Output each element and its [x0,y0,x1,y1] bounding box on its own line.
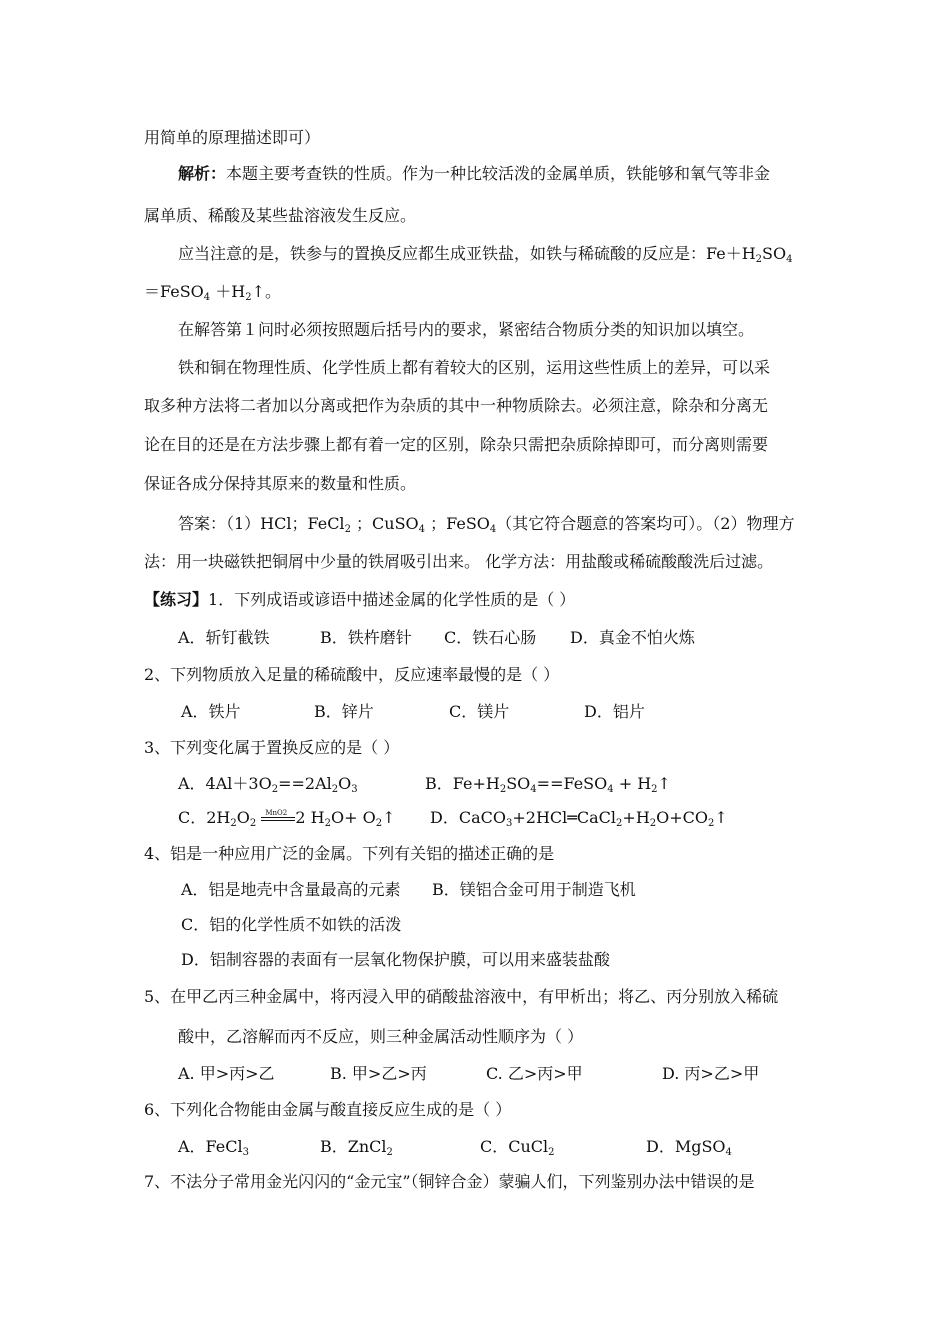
sub-inline: 3 [351,784,358,795]
q1-option-c: C．铁石心肠 [444,628,537,647]
q1-option-b: B．铁杵磨针 [320,628,412,647]
text: 2 H [295,808,325,827]
text: B．Fe+H [425,774,500,793]
catalyst-equals-sign [261,808,295,826]
sub: 2 [616,818,623,829]
sub: 2 [755,254,763,265]
text: 应当注意的是，铁参与的置换反应都生成亚铁盐，如铁与稀硫酸的反应是：Fe＋H [178,244,756,263]
text: ==FeSO [536,774,608,793]
q5-option-b: B. 甲>乙>丙 [330,1064,427,1083]
text: A．4Al＋3O [178,774,272,793]
sub: 4 [607,784,614,795]
practice-label: 【练习】 [144,590,209,609]
text: D．MgSO [646,1137,726,1156]
text: O+ O [330,808,376,827]
text: SO [506,774,531,793]
q1-stem [144,590,575,610]
sub: 3 [505,818,513,829]
text: ↑。 [251,282,281,301]
q2-option-a: A．铁片 [181,702,241,721]
sub: 4 [786,254,793,265]
q4-stem: 4、铝是一种应用广泛的金属。下列有关铝的描述正确的是 [144,844,555,863]
sub: 2 [230,818,237,829]
analysis-p1-line2: 属单质、稀酸及某些盐溶液发生反应。 [144,206,417,225]
analysis-p4-line1: 铁和铜在物理性质、化学性质上都有着较大的区别，运用这些性质上的差异，可以采 [178,358,771,377]
text: +2HCl═CaCl [512,808,617,827]
analysis-p4-line4: 保证各成分保持其原来的数量和性质。 [144,474,417,493]
text: O [338,774,352,793]
text: ==2Al [278,774,332,793]
q1-option-a: A．斩钉截铁 [178,628,270,647]
q7-stem: 7、不法分子常用金光闪闪的“金元宝”（铜锌合金）蒙骗人们，下列鉴别办法中错误的是 [144,1172,755,1191]
text: C．2H [178,808,231,827]
analysis-p1-line1 [178,164,770,184]
q6-option-b [320,1137,393,1157]
q6-option-d [646,1137,732,1157]
sub: 2 [331,784,339,795]
sub: 2 [245,292,252,303]
arrow: ↑ [382,808,396,827]
text: ；FeSO [425,514,490,533]
q5-stem-line1: 5、在甲乙丙三种金属中，将丙浸入甲的硝酸盐溶液中，有甲析出；将乙、丙分别放入稀硫 [144,987,779,1006]
sub: 2 [249,818,257,829]
q6-option-c [480,1137,555,1157]
arrow: ↑ [657,774,671,793]
q5-stem-line2: 酸中，乙溶解而丙不反应，则三种金属活动性顺序为（ ） [178,1027,584,1046]
answer-line2: 法：用一块磁铁把铜屑中少量的铁屑吸引出来。 化学方法：用盐酸或稀硫酸酸洗后过滤。 [144,552,774,571]
text: C．CuCl [480,1137,549,1156]
q4-option-b: B．镁铝合金可用于制造飞机 [432,880,636,899]
text: ；CuSO [350,514,419,533]
text: A．FeCl [178,1137,243,1156]
sub: 2 [324,818,331,829]
q3-stem: 3、下列变化属于置换反应的是（ ） [144,738,400,757]
sub: 4 [489,524,497,535]
q3-option-d [430,808,728,828]
sub: 4 [418,524,426,535]
sub: 2 [548,1147,555,1158]
text: 1．下列成语或谚语中描述金属的化学性质的是（ ） [208,590,576,609]
analysis-p3: 在解答第１问时必须按照题后括号内的要求，紧密结合物质分类的知识加以填空。 [178,320,755,339]
arrow: ↑ [714,808,728,827]
analysis-p2-line1 [178,244,792,264]
analysis-label: 解析： [178,164,227,183]
sub: 2 [708,818,715,829]
text: （其它符合题意的答案均可）。（2）物理方 [496,514,795,533]
text: D．CaCO [430,808,506,827]
text: O+CO [656,808,709,827]
text: +H [622,808,650,827]
q2-option-d: D．铝片 [584,702,645,721]
sub: 2 [344,524,351,535]
sub: 2 [651,784,658,795]
q4-option-a: A．铝是地壳中含量最高的元素 [181,880,401,899]
q3-option-a [178,774,358,800]
text: B．ZnCl [320,1137,387,1156]
text: + H [613,774,652,793]
analysis-p4-line2: 取多种方法将二者加以分离或把作为杂质的其中一种物质除去。必须注意，除杂和分离无 [144,396,769,415]
q2-option-c: C．镁片 [449,702,510,721]
q2-stem: 2、下列物质放入足量的稀硫酸中，反应速率最慢的是（ ） [144,665,560,684]
analysis-text: 本题主要考查铁的性质。作为一种比较活泼的金属单质，铁能够和氧气等非金 [226,164,771,183]
answer-line1 [178,514,794,534]
sub: 2 [271,784,279,795]
q3-option-b [425,774,671,794]
q6-stem: 6、下列化合物能由金属与酸直接反应生成的是（ ） [144,1100,512,1119]
sub: 4 [725,1147,732,1158]
sub: 2 [386,1147,393,1158]
top-line: 用简单的原理描述即可） [144,128,321,147]
text: ＋H [210,282,246,301]
q2-option-b: B．锌片 [314,702,374,721]
q4-option-c: C．铝的化学性质不如铁的活泼 [181,915,402,934]
sub: 2 [499,784,507,795]
analysis-p4-line3: 论在目的还是在方法步骤上都有着一定的区别，除杂只需把杂质除掉即可，而分离则需要 [144,435,769,454]
sub: 4 [530,784,537,795]
analysis-p2-line2 [144,282,281,302]
sub: 4 [203,292,211,303]
text: ＝FeSO [144,282,204,301]
q5-option-c: C. 乙>丙>甲 [486,1064,583,1083]
sub: 2 [649,818,657,829]
text: O [236,808,250,827]
q5-option-a: A. 甲>丙>乙 [178,1064,275,1083]
q3-option-c [178,808,395,828]
q5-option-d: D. 丙>乙>甲 [662,1064,760,1083]
q6-option-a [178,1137,249,1157]
q4-option-d: D．铝制容器的表面有一层氧化物保护膜，可以用来盛装盐酸 [181,950,610,969]
text: 答案：（1）HCl；FeCl [178,514,345,533]
sub: 3 [242,1147,249,1158]
sub: 2 [375,818,383,829]
q1-option-d: D．真金不怕火炼 [570,628,695,647]
catalyst-label: MnO2 [265,808,288,817]
text: SO [762,244,787,263]
